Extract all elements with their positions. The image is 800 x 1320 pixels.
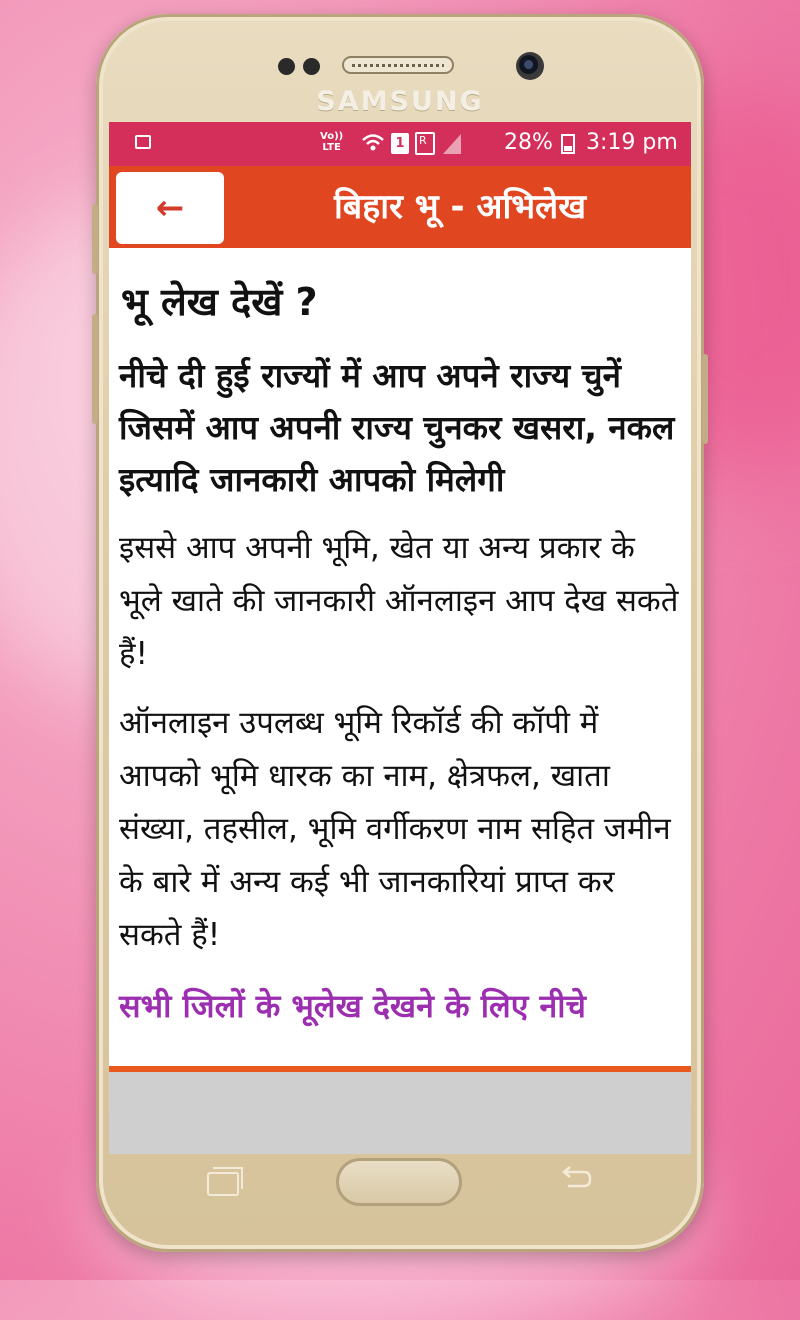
- status-bar: [109, 122, 691, 166]
- screen: [109, 122, 691, 1154]
- page-heading: भू लेख देखें ?: [121, 280, 318, 324]
- battery-charging-icon: [561, 134, 575, 154]
- sim2-roaming-icon: R: [415, 132, 435, 155]
- power-key: [702, 354, 708, 444]
- volume-down-key: [92, 314, 98, 424]
- nav-back-icon[interactable]: [558, 1164, 594, 1200]
- image-notification-icon: [135, 135, 151, 149]
- sensor-dot: [278, 58, 295, 75]
- recent-apps-icon[interactable]: [207, 1172, 239, 1196]
- volte-icon: Vo)) LTE: [320, 131, 344, 153]
- back-arrow-icon: ←: [155, 188, 185, 228]
- description-paragraph: ऑनलाइन उपलब्ध भूमि रिकॉर्ड की कॉपी में आपको भूमि धारक का नाम, क्षेत्रफल, खाता संख्या, तहसील, भूमि वर्गीकरण नाम सहित जमीन के बारे में अन्य कई भी जानकारियां प्राप्त कर सकते हैं!: [119, 705, 671, 953]
- phone-frame: [96, 14, 704, 1252]
- description-paragraph: इससे आप अपनी भूमि, खेत या अन्य प्रकार के भूले खाते की जानकारी ऑनलाइन आप देख सकते हैं!: [119, 530, 679, 672]
- wifi-icon: [361, 132, 385, 159]
- app-bar: [109, 166, 691, 248]
- clock: 3:19 pm: [586, 130, 678, 155]
- app-title: बिहार भू - अभिलेख: [333, 187, 587, 227]
- intro-text: नीचे दी हुई राज्यों में आप अपने राज्य चुनें जिसमें आप अपनी राज्य चुनकर खसरा, नकल इत्यादि जानकारी आपको मिलेगी: [119, 356, 675, 499]
- device-brand: SAMSUNG: [316, 86, 484, 117]
- volume-up-key: [92, 204, 98, 274]
- home-button[interactable]: [336, 1158, 462, 1206]
- content-scroll[interactable]: [109, 248, 691, 1060]
- districts-link-text: सभी जिलों के भूलेख देखने के लिए नीचे: [119, 987, 586, 1025]
- back-button[interactable]: [116, 172, 224, 244]
- ad-placeholder: [109, 1072, 691, 1154]
- signal-icon: [443, 134, 461, 154]
- sim1-icon: 1: [391, 133, 409, 154]
- earpiece-speaker: [342, 56, 454, 74]
- front-camera: [516, 52, 544, 80]
- battery-percent: 28%: [504, 130, 553, 155]
- sensor-dot: [303, 58, 320, 75]
